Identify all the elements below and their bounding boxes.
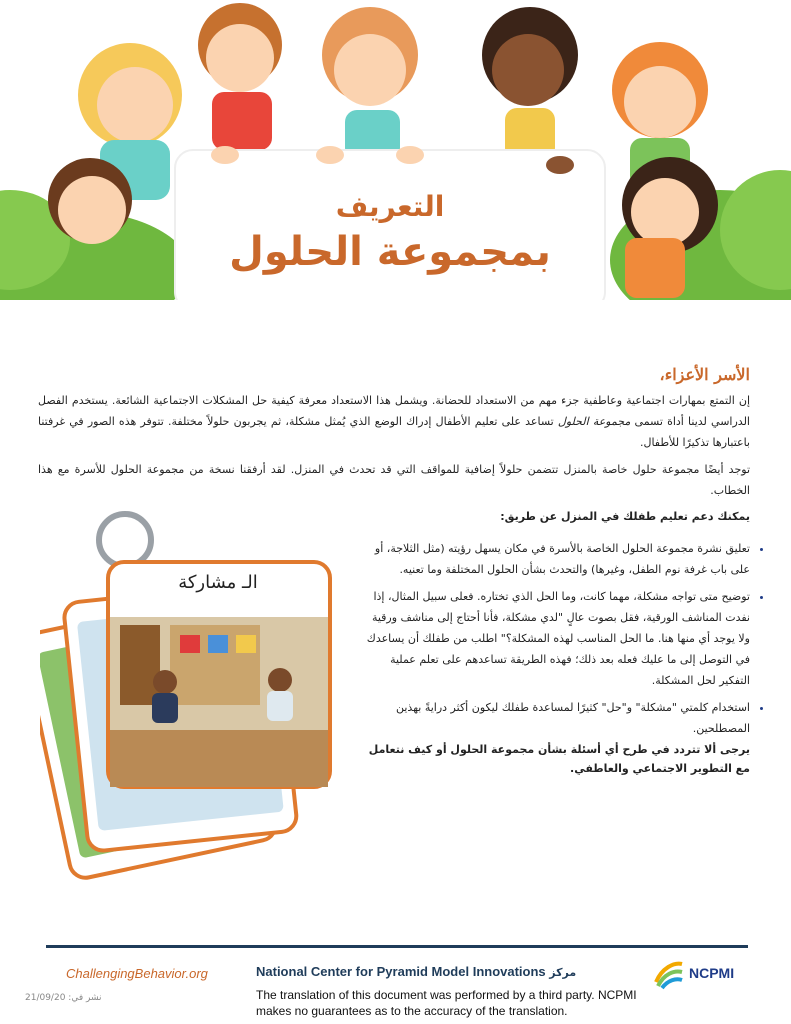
list-item: • تعليق نشرة مجموعة الحلول الخاصة بالأسرة في مكان يسهل رؤيته (مثل الثلاجة، أو على باب غرفة نوم الطفل، وغيرها) والتحدث بشأن الحلول المختلفة وما تعنيه. — [360, 538, 750, 580]
support-heading: يمكنك دعم تعليم طفلك في المنزل عن طريق: — [500, 510, 750, 523]
greeting: الأسر الأعزاء، — [659, 365, 750, 384]
intro-paragraph — [38, 390, 750, 453]
pyramid-logo-icon — [652, 956, 686, 990]
closing-note: يرجى ألا تتردد في طرح أي أسئلة بشأن مجموعة الحلول أو كيف نتعامل مع التطوير الاجتماعي والعاطفي. — [368, 743, 750, 775]
title-line-2: بمجموعة الحلول — [229, 229, 551, 275]
header-illustration — [0, 0, 791, 300]
ncpmi-logo — [652, 956, 734, 990]
footer-divider — [46, 945, 748, 948]
center-name-text: National Center for Pyramid Model Innovations — [256, 964, 546, 979]
intro-text-1: إن التمتع بمهارات اجتماعية وعاطفية جزء مهم من الاستعداد للحضانة. ويشمل هذا الاستعداد معرفة كيفية حل المشكلات الاجتماعية الشائعة. يستخدم الفصل الدراسي لدينا أداة تسمى — [38, 394, 750, 428]
page-title — [175, 150, 605, 300]
list-item: • توضيح متى تواجه مشكلة، مهما كانت، وما الحل الذي تختاره. فعلى سبيل المثال، إذا نفدت المناشف الورقية، فقل بصوت عالٍ "لدي مشكلة، فأنا أحتاج إلى مناشف ورقية ولا يوجد أي منها هنا. ما الحل المناسب لهذه المشكلة؟" اطلب من طفلك أن يساعدك في التوصل إلى ما عليك فعله بعد ذلك؛ فهذه الطريقة تساعدهم على تعلم عملية التفكير لحل المشكلة. — [360, 586, 750, 691]
logo-text: NCPMI — [689, 965, 735, 981]
intro-text-2: تساعد على تعليم الأطفال إدراك الوضع الذي يُمثل مشكلة، ثم يجربون حلولاً مختلفة. تتوفر هذه الصور في غرفتنا باعتبارها تذكيرًا للأطفال. — [38, 415, 750, 449]
solution-cards-image — [40, 500, 340, 880]
publish-date: نشر في: 21/09/20 — [25, 993, 102, 1003]
cards-illustration — [40, 500, 340, 880]
website-link[interactable]: ChallengingBehavior.org — [66, 966, 208, 981]
list-item: • استخدام كلمتي "مشكلة" و"حل" كثيرًا لمساعدة طفلك ليكون أكثر درايةً بهذين المصطلحين. — [360, 697, 750, 739]
support-list — [360, 538, 768, 745]
home-kit-paragraph: توجد أيضًا مجموعة حلول خاصة بالمنزل تتضمن حلولاً إضافية للمواقف التي قد تحدث في المنزل. لقد أرفقنا نسخة من مجموعة الحلول للأسرة مع هذا الخطاب. — [38, 463, 750, 497]
letter-body — [38, 365, 750, 507]
center-name — [256, 964, 576, 979]
center-prefix: مركز — [549, 966, 577, 979]
card-label: الـ مشاركة — [178, 572, 258, 593]
intro-emphasis: مجموعة الحلول — [557, 415, 631, 428]
translation-disclaimer: The translation of this document was performed by a third party. NCPMI makes no guarantees as to the accuracy of the translation. — [256, 988, 637, 1018]
title-line-1: التعريف — [335, 190, 445, 223]
